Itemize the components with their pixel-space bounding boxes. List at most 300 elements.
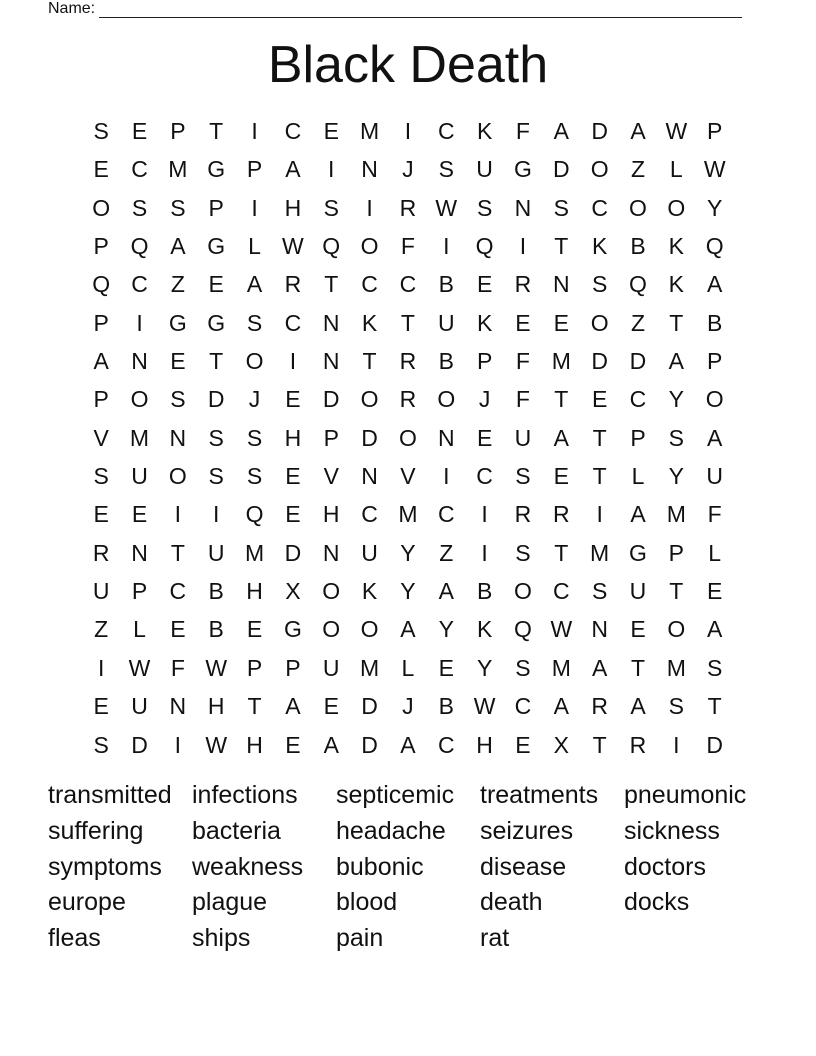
grid-letter: N [169,693,187,720]
grid-letter: C [591,194,608,221]
grid-letter: O [590,156,609,183]
grid-letter: E [553,463,569,490]
grid-letter: S [591,578,608,605]
grid-letter: D [284,539,302,566]
grid-letter: O [360,616,379,643]
grid-letter: O [168,463,187,490]
grid-letter: D [629,348,647,375]
grid-letter: Q [245,501,264,528]
grid-letter: D [706,731,723,758]
grid-letter: S [246,309,263,336]
grid-letter: W [435,194,458,221]
grid-letter: H [207,693,225,720]
grid-letter: S [476,194,493,221]
grid-letter: C [131,271,148,298]
grid-letter: E [323,118,339,144]
grid-letter: E [515,309,531,336]
grid-letter: N [322,348,340,375]
grid-letter: S [170,194,186,221]
grid-letter: B [476,578,493,605]
grid-letter: U [629,578,647,605]
grid-letter: W [665,118,688,144]
grid-letter: O [629,194,647,221]
grid-letter: L [669,156,683,183]
grid-letter: P [131,578,148,605]
grid-letter: X [553,731,569,758]
grid-letter: Q [322,233,341,260]
grid-letter: S [93,463,109,490]
grid-letter: D [361,424,378,451]
grid-letter: N [361,156,378,183]
grid-letter: C [629,386,647,413]
grid-letter: R [399,194,417,221]
grid-letter: P [707,118,723,144]
grid-letter: A [400,731,416,758]
grid-letter: C [284,309,302,336]
grid-letter: A [553,693,569,720]
grid-letter: D [552,156,570,183]
grid-letter: Y [400,578,416,605]
grid-letter: Z [630,156,646,183]
grid-letter: H [322,501,340,528]
grid-letter: I [481,539,488,566]
grid-letter: O [514,578,532,605]
word-list-item: symptoms [48,852,162,881]
grid-letter: J [478,386,491,413]
grid-letter: L [631,463,645,490]
grid-letter: A [93,348,109,375]
grid-letter: T [247,693,262,720]
grid-letter: W [128,654,151,681]
word-list-item: bubonic [336,852,424,881]
grid-letter: E [438,654,454,681]
grid-letter: E [323,693,339,720]
grid-letter: T [592,463,607,490]
name-label: Name: [48,0,96,17]
grid-letter: T [400,309,415,336]
grid-letter: W [703,156,726,183]
grid-letter: K [476,309,493,336]
word-list-item: pneumonic [624,781,747,809]
grid-letter: S [208,424,224,451]
grid-letter: A [553,424,569,451]
letter-grid [82,112,734,764]
grid-letter: U [207,539,225,566]
word-list-item: plague [192,888,268,917]
grid-letter: F [400,233,415,260]
grid-letter: U [322,654,340,681]
grid-letter: P [668,539,684,566]
word-list-item: seizures [480,816,574,845]
grid-letter: N [131,348,148,375]
grid-letter: E [476,271,493,298]
grid-letter: I [289,348,297,375]
word-list-item: pain [336,924,384,953]
grid-letter: E [476,424,493,451]
grid-letter: M [590,539,610,566]
grid-letter: D [361,693,378,720]
grid-letter: A [630,693,646,720]
grid-letter: I [443,233,450,260]
word-list [48,778,768,957]
grid-letter: S [131,194,148,221]
grid-letter: P [630,424,646,451]
grid-letter: A [707,616,723,643]
grid-letter: K [476,616,493,643]
grid-letter: U [706,463,723,490]
grid-letter: A [246,271,263,298]
grid-letter: C [361,271,378,298]
grid-letter: Y [438,616,454,643]
grid-letter: S [170,386,186,413]
grid-letter: F [707,501,722,528]
grid-letter: G [168,309,187,336]
grid-letter: T [669,309,684,336]
grid-letter: I [174,731,182,758]
grid-letter: W [205,731,228,758]
grid-letter: O [245,348,264,375]
grid-letter: O [130,386,149,413]
grid-letter: Y [400,539,416,566]
grid-letter: W [550,616,573,643]
grid-letter: E [553,309,569,336]
grid-letter: W [473,693,496,720]
grid-letter: B [438,348,454,375]
grid-letter: P [285,654,301,681]
grid-letter: P [208,194,224,221]
grid-letter: P [93,386,109,413]
word-list-item: rat [480,924,510,953]
grid-letter: Z [94,616,109,643]
grid-letter: F [515,118,530,144]
grid-letter: B [208,578,224,605]
grid-letter: I [136,309,143,336]
grid-letter: I [328,156,335,183]
grid-letter: D [591,118,608,144]
grid-letter: N [322,539,340,566]
grid-letter: I [174,501,182,528]
grid-letter: C [437,731,455,758]
grid-letter: B [707,309,723,336]
grid-letter: Q [475,233,494,260]
grid-letter: C [476,463,493,490]
word-list-item: suffering [48,816,144,845]
word-list-item: headache [336,816,446,845]
grid-letter: C [399,271,417,298]
grid-letter: A [630,501,646,528]
grid-letter: W [282,233,304,260]
word-list-item: fleas [48,924,101,953]
grid-letter: I [251,194,258,221]
grid-letter: G [207,156,226,183]
name-underline [99,2,742,18]
grid-letter: T [630,654,646,681]
grid-letter: N [361,463,378,490]
grid-letter: H [284,424,302,451]
grid-letter: L [708,539,722,566]
grid-letter: C [361,501,378,528]
grid-letter: P [707,348,723,375]
grid-letter: Y [476,654,493,681]
grid-letter: T [592,424,607,451]
grid-letter: E [131,118,148,144]
grid-letter: G [514,156,532,183]
grid-letter: H [284,194,302,221]
grid-letter: U [131,463,148,490]
word-list-item: septicemic [336,781,455,809]
grid-letter: U [92,578,110,605]
grid-letter: C [131,156,148,183]
grid-letter: D [591,348,608,375]
grid-letter: Y [707,194,723,221]
grid-letter: B [630,233,646,260]
grid-letter: Q [514,616,532,643]
grid-letter: O [360,386,379,413]
word-list-item: docks [624,888,690,917]
grid-letter: T [669,578,684,605]
grid-letter: O [322,578,341,605]
grid-letter: E [93,501,109,528]
grid-letter: U [437,309,455,336]
grid-letter: E [170,616,186,643]
grid-letter: S [515,539,531,566]
grid-letter: A [285,156,301,183]
grid-letter: G [629,539,647,566]
grid-letter: E [93,156,109,183]
grid-letter: O [705,386,724,413]
grid-letter: U [131,693,148,720]
grid-letter: N [552,271,570,298]
grid-letter: R [514,501,532,528]
grid-letter: F [515,386,530,413]
grid-letter: M [551,348,571,375]
grid-letter: T [324,271,339,298]
grid-letter: A [707,424,723,451]
grid-letter: P [93,309,109,336]
grid-letter: T [554,539,569,566]
grid-letter: N [591,616,608,643]
grid-letter: E [208,271,224,298]
word-list-item: europe [48,888,126,917]
grid-letter: E [285,386,301,413]
grid-letter: O [322,616,341,643]
grid-letter: D [207,386,225,413]
word-list-item: weakness [192,852,304,881]
grid-letter: S [93,118,109,144]
word-list-item: doctors [624,852,706,881]
grid-letter: M [398,501,418,528]
grid-letter: L [248,233,261,260]
grid-letter: V [400,463,416,490]
grid-letter: P [476,348,493,375]
grid-letter: T [209,118,224,144]
grid-letter: K [668,233,684,260]
grid-letter: N [514,194,532,221]
grid-letter: K [668,271,684,298]
grid-letter: M [244,539,265,566]
grid-letter: M [129,424,150,451]
grid-letter: R [284,271,302,298]
grid-letter: Q [705,233,724,260]
name-field [48,0,742,18]
grid-letter: S [323,194,339,221]
grid-letter: A [438,578,454,605]
grid-letter: S [93,731,109,758]
grid-letter: M [551,654,571,681]
grid-letter: U [361,539,378,566]
grid-letter: S [553,194,569,221]
grid-letter: T [554,386,569,413]
grid-letter: E [285,463,301,490]
grid-letter: Y [668,463,684,490]
word-list-item: bacteria [192,816,281,845]
grid-letter: A [591,654,608,681]
grid-letter: O [590,309,609,336]
grid-letter: C [284,118,302,144]
grid-letter: S [438,156,454,183]
grid-letter: T [209,348,224,375]
grid-letter: J [402,693,414,720]
grid-letter: G [207,233,226,260]
grid-letter: A [630,118,646,144]
grid-letter: R [591,693,608,720]
grid-letter: K [361,578,378,605]
grid-letter: Q [629,271,647,298]
grid-letter: C [437,501,455,528]
grid-letter: E [93,693,109,720]
grid-letter: A [553,118,569,144]
page-title: Black Death [267,36,549,94]
grid-letter: C [552,578,570,605]
grid-letter: A [400,616,416,643]
grid-letter: O [667,616,686,643]
grid-letter: I [519,233,527,260]
grid-letter: E [515,731,531,758]
grid-letter: S [668,424,684,451]
grid-letter: E [170,348,186,375]
grid-letter: P [246,654,263,681]
grid-letter: Z [630,309,646,336]
grid-letter: I [596,501,603,528]
grid-letter: E [707,578,723,605]
grid-letter: G [283,616,302,643]
grid-letter: E [246,616,263,643]
grid-letter: K [361,309,378,336]
grid-letter: U [476,156,493,183]
grid-letter: B [438,271,454,298]
grid-letter: A [323,731,339,758]
grid-letter: B [208,616,224,643]
grid-letter: E [131,501,148,528]
grid-letter: X [285,578,301,605]
grid-letter: I [443,463,450,490]
grid-letter: A [285,693,301,720]
grid-letter: S [515,654,531,681]
grid-letter: J [248,386,261,413]
grid-letter: E [285,501,301,528]
grid-letter: L [401,654,415,681]
grid-letter: O [92,194,111,221]
grid-letter: F [170,654,185,681]
grid-letter: M [168,156,188,183]
word-list-item: disease [480,852,567,881]
grid-letter: O [667,194,686,221]
grid-letter: D [131,731,148,758]
grid-letter: I [366,194,373,221]
grid-letter: M [666,501,686,528]
grid-letter: I [251,118,258,144]
grid-letter: M [666,654,686,681]
grid-letter: T [362,348,377,375]
grid-letter: A [668,348,684,375]
grid-letter: P [93,233,109,260]
grid-letter: K [591,233,608,260]
grid-letter: R [552,501,570,528]
grid-letter: L [133,616,146,643]
grid-letter: N [169,424,187,451]
word-list-item: ships [192,924,251,953]
grid-letter: S [668,693,684,720]
grid-letter: O [360,233,379,260]
grid-letter: T [554,233,569,260]
grid-letter: H [246,578,263,605]
grid-letter: C [169,578,187,605]
grid-letter: I [404,118,412,144]
grid-letter: F [515,348,530,375]
grid-letter: Z [439,539,454,566]
grid-letter: E [591,386,608,413]
grid-letter: Q [130,233,149,260]
grid-letter: O [398,424,417,451]
word-list-item: blood [336,888,398,917]
word-list-item: treatments [480,781,599,809]
grid-letter: A [170,233,186,260]
grid-letter: R [514,271,532,298]
grid-letter: D [322,386,340,413]
grid-letter: J [402,156,414,183]
grid-letter: R [399,348,417,375]
grid-letter: P [170,118,186,144]
grid-letter: I [213,501,220,528]
grid-letter: S [246,463,263,490]
grid-letter: C [437,118,455,144]
grid-letter: Q [92,271,111,298]
word-list-item: sickness [624,816,720,845]
word-list-item: transmitted [48,781,172,809]
grid-letter: O [437,386,456,413]
grid-letter: S [707,654,723,681]
grid-letter: S [246,424,263,451]
grid-letter: N [437,424,455,451]
grid-letter: E [285,731,301,758]
word-list-item: death [480,888,543,917]
grid-letter: I [97,654,105,681]
grid-letter: S [515,463,531,490]
grid-letter: T [707,693,722,720]
grid-letter: G [207,309,226,336]
grid-letter: Y [668,386,684,413]
grid-letter: P [323,424,339,451]
grid-letter: R [629,731,647,758]
grid-letter: I [481,501,488,528]
grid-letter: I [673,731,680,758]
grid-letter: S [591,271,608,298]
grid-letter: M [359,654,380,681]
grid-letter: Z [170,271,185,298]
grid-letter: E [630,616,646,643]
grid-letter: H [246,731,263,758]
grid-letter: D [361,731,378,758]
